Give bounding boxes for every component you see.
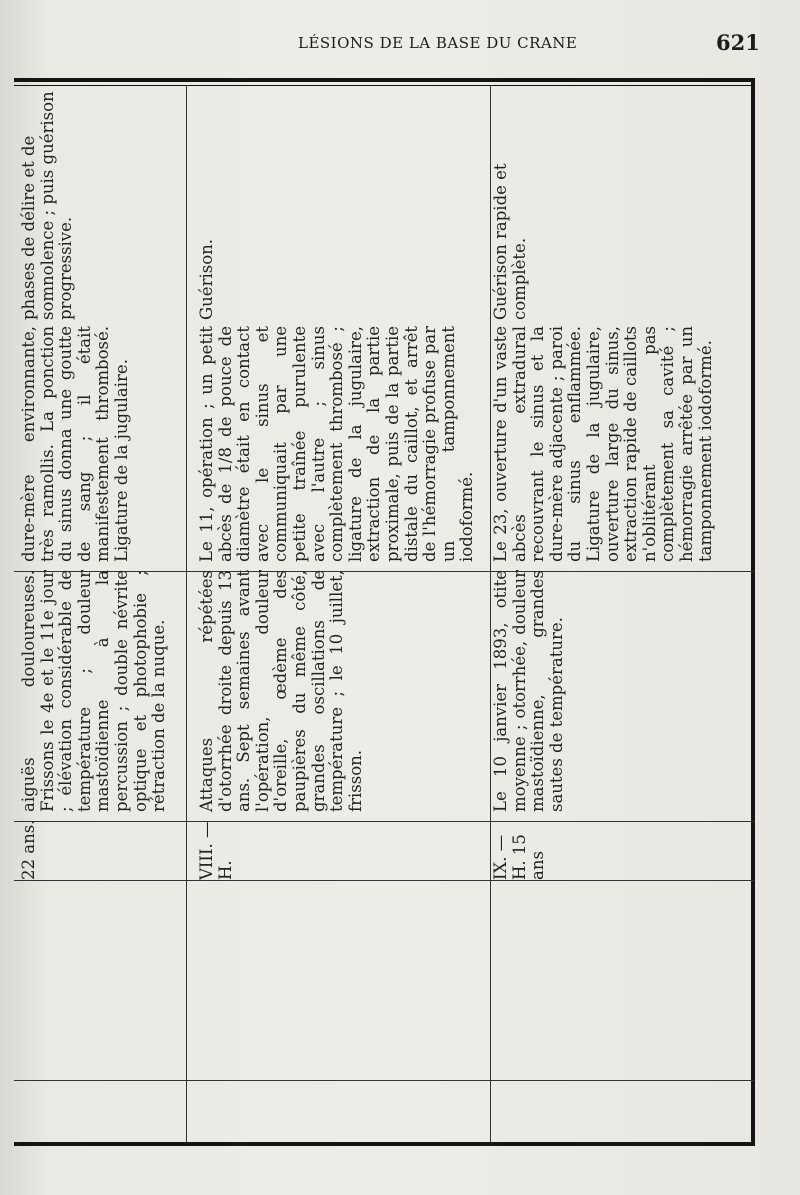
operation-cell: Le 23, ouverture d'un vaste abcès extradural recouvrant le sinus et la dure-mère adjacente ; paroi du sinus enflammée. Ligature de la jugulaire, ouverture large du sinus, extraction rapide de caillots n'oblitérant pas complètement sa cavité ; hémorragie arrêtée par un tamponnement iodoformé. (491, 326, 715, 562)
page-number: 621 (716, 30, 760, 55)
result-cell: Guérison rapide et complète. (491, 163, 529, 320)
result-cell: Guérison. (197, 238, 216, 320)
running-title: LÉSIONS DE LA BASE DU CRANE (298, 34, 578, 52)
table-bottom-rule (14, 1142, 754, 1146)
history-cell: Attaques répétées d'otorrhée droite depuis 13 ans. Sept semaines avant l'opération, douleur d'oreille, œdème des paupières du même côté, grandes oscillations de température ; le 10 juillet, frisson. (197, 570, 365, 812)
table-top-rule (14, 78, 754, 82)
rotated-table-body (14, 86, 737, 1142)
case-table (14, 86, 737, 1142)
operation-cell: dure-mère environnante, très ramollis. La ponction du sinus donna une goutte de sang ; il était manifestement thrombosé. Ligature de la jugulaire. (19, 326, 131, 562)
operation-cell: Le 11, opération ; un petit abcès de 1/8 de pouce de diamètre était en contact avec le sinus et communiquait par une petite traînée purulente avec l'autre ; sinus complètement thrombosé ; ligature de la jugulaire, extraction de la partie proximale, puis de la partie distale du caillot, et arrêt de l'hémorragie profuse par un tamponnement iodoformé. (197, 326, 477, 562)
history-cell: aiguës douloureuses. Frissons le 4e et le 11e jour ; élévation considérable de température ; douleur mastoïdienne à la percussion ; double névrite optique et photophobie ; rétraction de la nuque. (19, 570, 169, 812)
case-cell: 22 ans. (19, 819, 38, 880)
history-cell: Le 10 janvier 1893, otite moyenne ; otorrhée, douleur mastoïdienne, grandes sautes de température. (491, 570, 566, 812)
case-cell: IX. — H. 15 ans (491, 834, 548, 880)
result-cell: phases de délire et de somnolence ; puis guérison progressive. (19, 91, 76, 320)
table-right-rule (751, 78, 755, 1146)
case-cell: VIII. — H. (197, 821, 235, 880)
